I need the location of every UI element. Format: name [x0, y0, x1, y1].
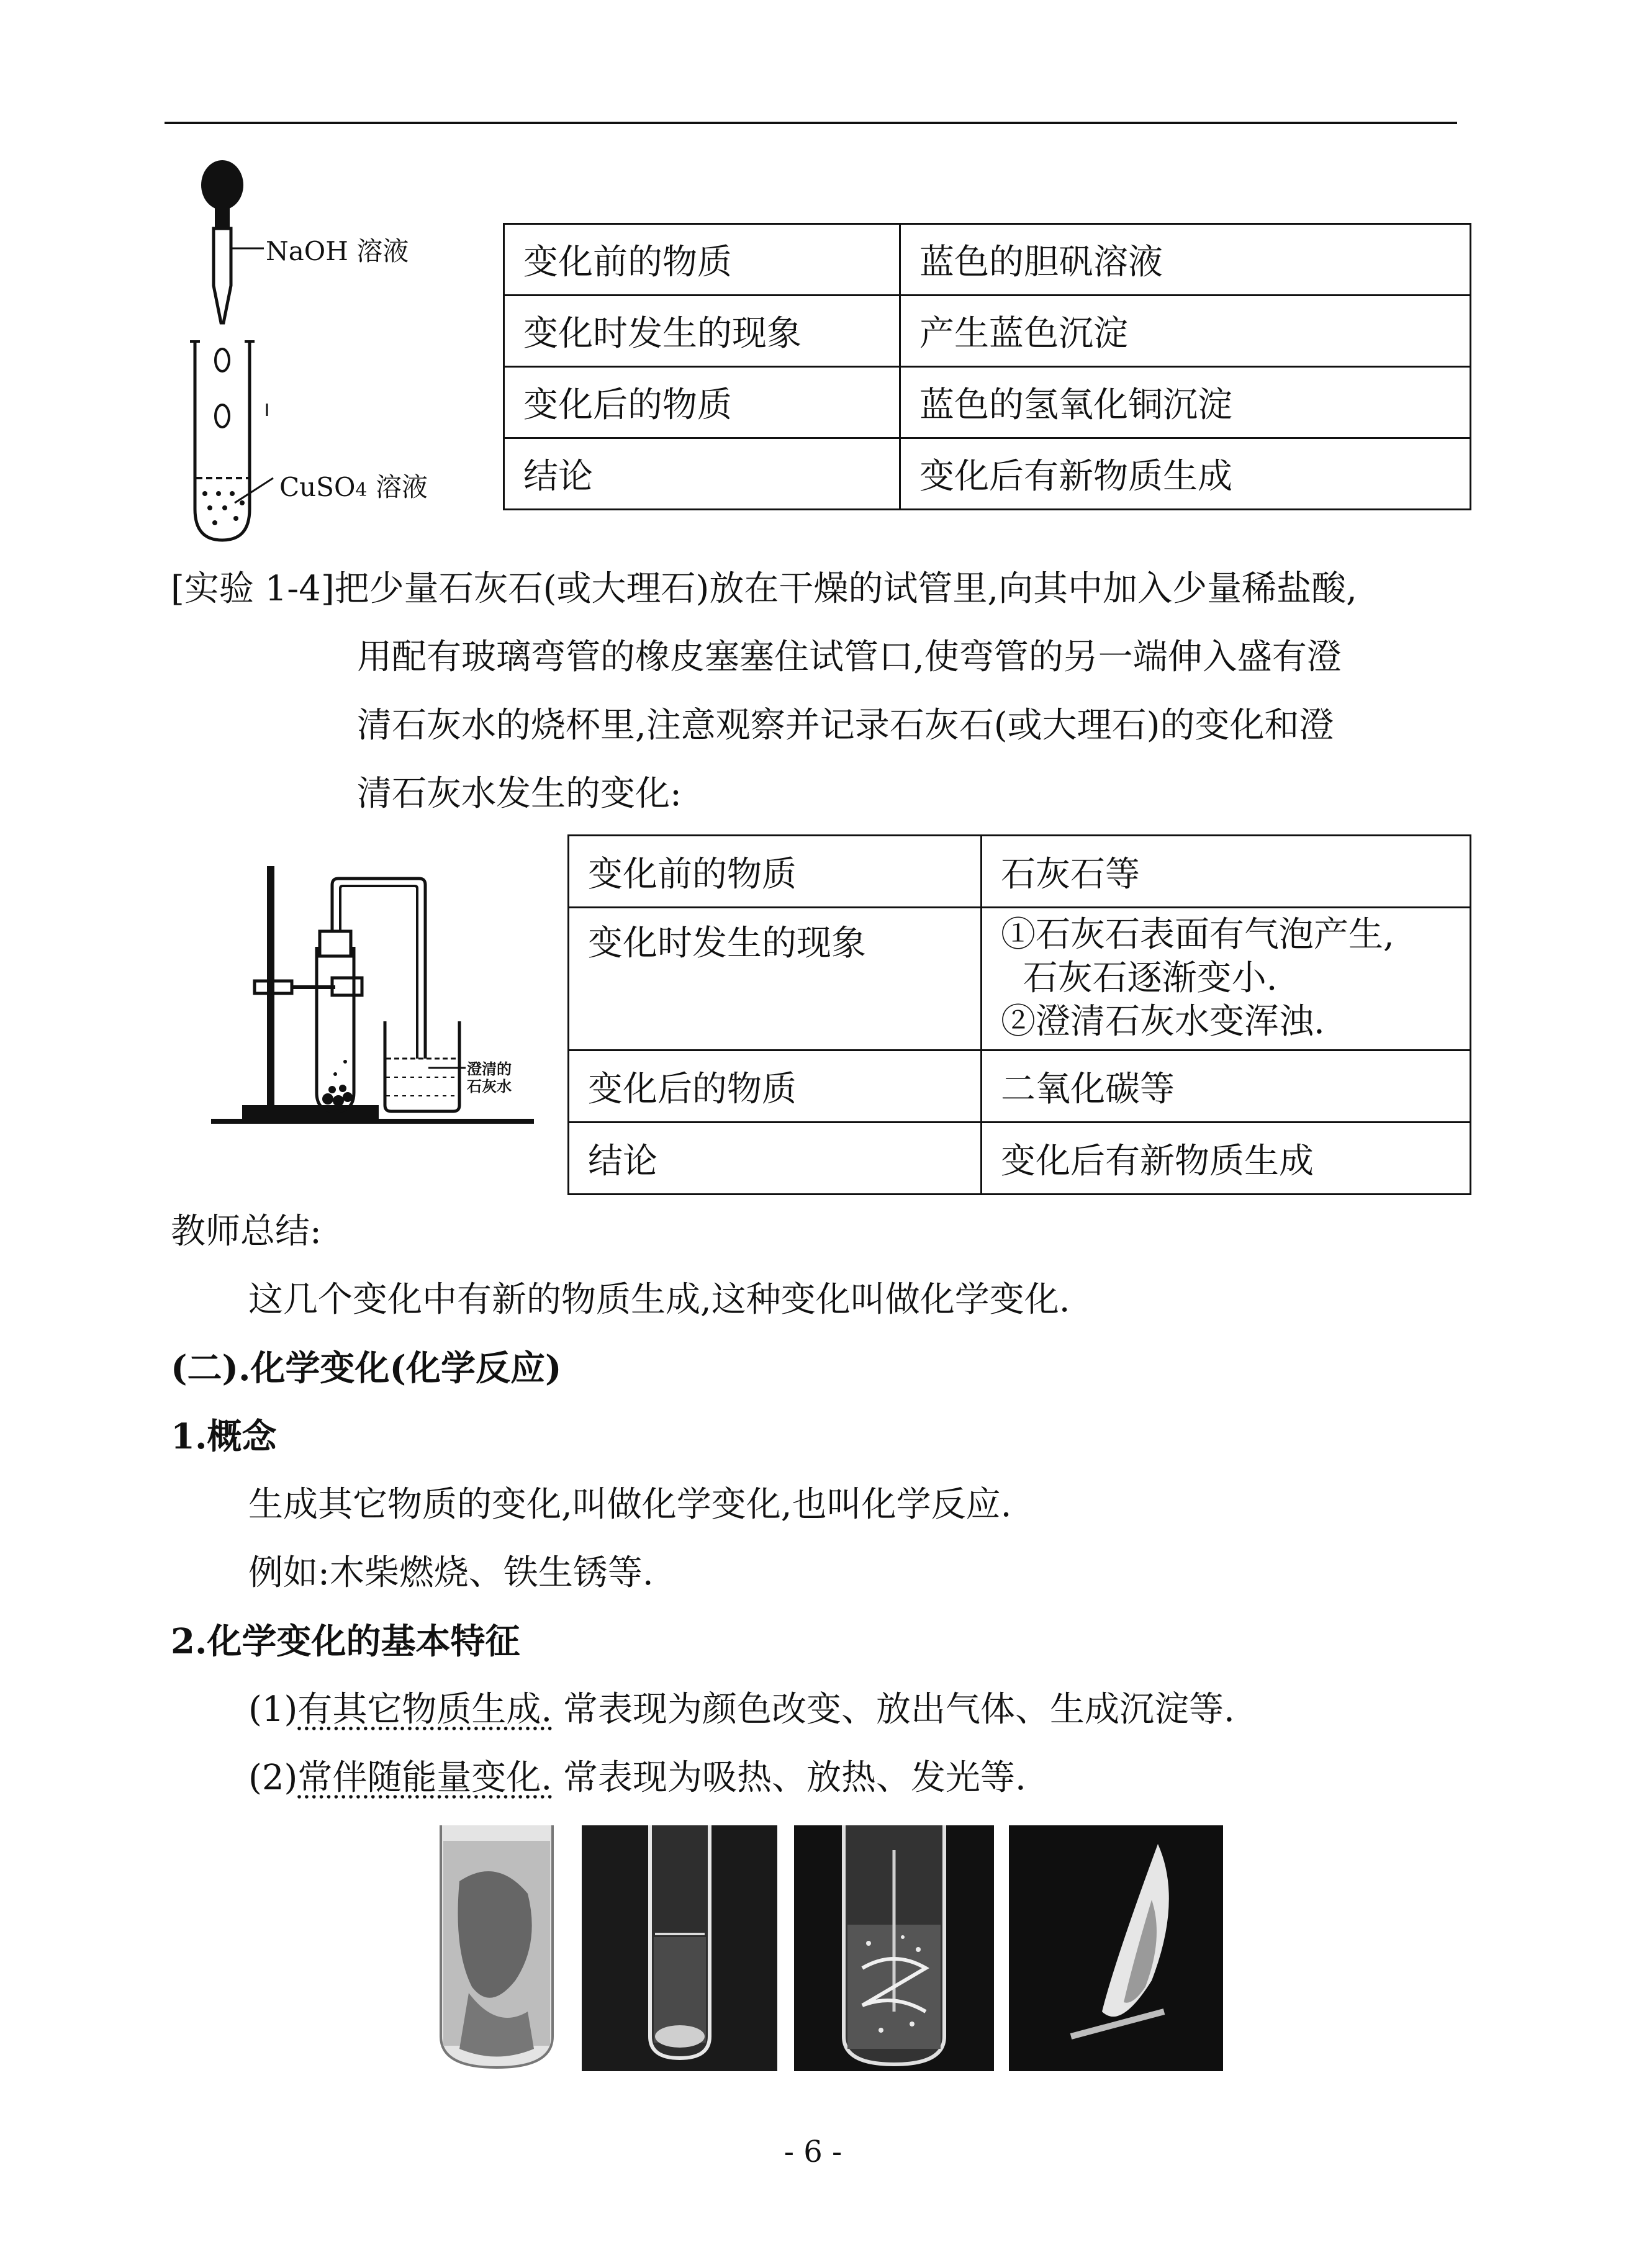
- feature-1-key: 有其它物质生成.: [297, 1689, 553, 1730]
- table-cell: 蓝色的氢氧化铜沉淀: [900, 367, 1471, 438]
- dropper-bulb: [201, 160, 243, 210]
- limewater-label: [467, 1060, 512, 1095]
- phenomenon-line1: ①石灰石表面有气泡产生,: [1001, 915, 1394, 955]
- header-rule: [165, 122, 1457, 124]
- table-cell: 结论: [504, 438, 900, 510]
- exp2-line3: 清石灰水的烧杯里,注意观察并记录石灰石(或大理石)的变化和澄: [357, 705, 1334, 746]
- table-cell: 石灰石等: [982, 836, 1471, 908]
- feature-1: [248, 1687, 1235, 1732]
- table-row: [504, 367, 1471, 438]
- table-cell: 变化时发生的现象: [569, 908, 982, 1050]
- table-cell: 变化后有新物质生成: [982, 1123, 1471, 1195]
- exp2-line2: 用配有玻璃弯管的橡皮塞塞住试管口,使弯管的另一端伸入盛有澄: [357, 637, 1342, 677]
- photo-reaction-tube: [794, 1825, 994, 2071]
- naoh-label: NaOH 溶液: [266, 236, 409, 266]
- dropper-tube: [214, 228, 231, 323]
- example-text: 例如:木柴燃烧、铁生锈等.: [248, 1553, 654, 1593]
- table-row: [504, 224, 1471, 296]
- limewater-label-line1: 澄清的: [467, 1060, 512, 1078]
- feature-1-number: (1): [248, 1689, 298, 1730]
- limewater-label-line2: 石灰水: [467, 1077, 512, 1095]
- table-row: [569, 836, 1471, 908]
- table-cell: 变化后的物质: [569, 1050, 982, 1123]
- cuso4-label: CuSO4 溶液: [279, 472, 428, 502]
- photo-precipitate-tube: [435, 1825, 559, 2071]
- table-cell: 变化前的物质: [569, 836, 982, 908]
- table-cell: 变化时发生的现象: [504, 296, 900, 367]
- table-row: [504, 438, 1471, 510]
- feature-1-rest: 常表现为颜色改变、放出气体、生成沉淀等.: [552, 1689, 1235, 1730]
- exp1-table: [503, 223, 1471, 510]
- photo-burning-splint: [1009, 1825, 1223, 2071]
- feature-2-number: (2): [248, 1758, 298, 1798]
- table-row: [504, 296, 1471, 367]
- summary-title: 教师总结:: [171, 1211, 322, 1252]
- page-number: - 6 -: [784, 2135, 842, 2169]
- table-row: [569, 908, 1471, 1050]
- table-row: [569, 1123, 1471, 1195]
- exp2-table: [567, 834, 1471, 1195]
- photo-gas-bubbles-tube: [582, 1825, 777, 2071]
- phenomenon-line2: 石灰石逐渐变小.: [1001, 958, 1278, 998]
- feature-2: [248, 1756, 1026, 1800]
- table-cell: 变化后有新物质生成: [900, 438, 1471, 510]
- phenomenon-line3: ②澄清石灰水变浑浊.: [1001, 1001, 1325, 1042]
- table-cell: [982, 908, 1471, 1050]
- table-cell: 变化前的物质: [504, 224, 900, 296]
- table-cell: 产生蓝色沉淀: [900, 296, 1471, 367]
- feature-2-key: 常伴随能量变化.: [297, 1758, 553, 1798]
- table-cell: 二氧化碳等: [982, 1050, 1471, 1123]
- table-cell: 蓝色的胆矾溶液: [900, 224, 1471, 296]
- concept-heading: 1.概念: [171, 1416, 277, 1457]
- exp2-line4: 清石灰水发生的变化:: [357, 774, 682, 814]
- table-row: [569, 1050, 1471, 1123]
- limestone-apparatus-figure: [205, 854, 553, 1139]
- table-cell: 变化后的物质: [504, 367, 900, 438]
- feature-2-rest: 常表现为吸热、放热、发光等.: [552, 1758, 1026, 1798]
- table-cell: 结论: [569, 1123, 982, 1195]
- exp2-line1: [实验 1-4]把少量石灰石(或大理石)放在干燥的试管里,向其中加入少量稀盐酸,: [171, 569, 1357, 609]
- section-heading: (二).化学变化(化学反应): [171, 1348, 562, 1389]
- summary-text: 这几个变化中有新的物质生成,这种变化叫做化学变化.: [248, 1280, 1070, 1320]
- concept-text: 生成其它物质的变化,叫做化学变化,也叫化学反应.: [248, 1484, 1012, 1525]
- features-heading: 2.化学变化的基本特征: [171, 1621, 520, 1662]
